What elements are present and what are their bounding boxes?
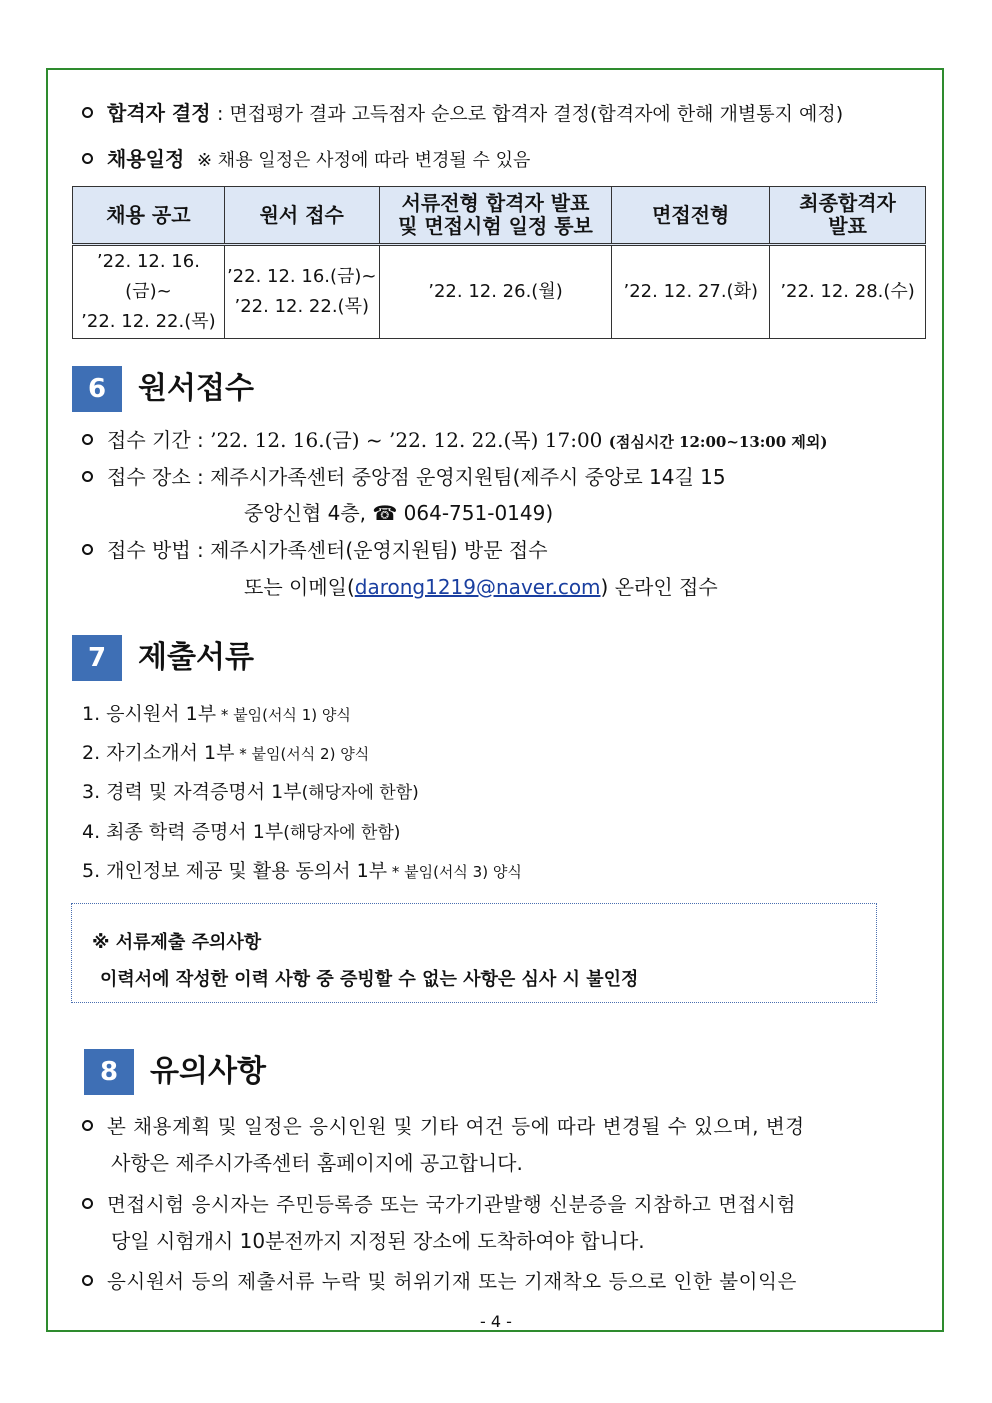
bullet-icon	[82, 1275, 93, 1286]
method-pre: 또는 이메일(	[244, 575, 355, 599]
method-label: 접수 방법 :	[107, 538, 204, 562]
notice-text: 이력서에 작성한 이력 사항 중 증빙할 수 없는 사항은 심사 시 불인정	[100, 969, 639, 990]
place-line2: 중앙신협 4층, ☎ 064-751-0149)	[244, 501, 554, 525]
section-7-title: 제출서류	[138, 640, 254, 675]
bullet-icon	[82, 544, 93, 555]
date-end: ’22. 12. 22.(목)	[81, 311, 216, 332]
method-post: ) 온라인 접수	[600, 575, 718, 599]
schedule-date-row	[73, 245, 926, 339]
schedule-header-row	[73, 187, 926, 245]
bullet-icon	[82, 1198, 93, 1209]
document-item	[82, 777, 419, 804]
header-application	[224, 187, 379, 245]
bullet-icon	[82, 434, 93, 445]
document-item-main: 4. 최종 학력 증명서 1부	[82, 821, 284, 843]
header-document-result	[379, 187, 612, 245]
method-line2	[244, 574, 718, 600]
document-item	[82, 856, 522, 883]
header-announcement	[73, 187, 225, 245]
document-item-note: (해당자에 한함)	[301, 783, 419, 803]
bullet-icon	[82, 471, 93, 482]
application-method-line	[82, 537, 548, 563]
p2-line2: 당일 시험개시 10분전까지 지정된 장소에 도착하여야 합니다.	[111, 1229, 645, 1253]
page-number: - 4 -	[480, 1312, 512, 1331]
period-value: ’22. 12. 16.(금) ~ ’22. 12. 22.(목) 17:00	[210, 428, 603, 452]
document-item-main: 5. 개인정보 제공 및 활용 동의서 1부	[82, 860, 388, 882]
notice-paragraph-1	[82, 1108, 924, 1181]
pass-decision-text: : 면접평가 결과 고득점자 순으로 합격자 결정(합격자에 한해 개별통지 예정)	[216, 103, 844, 125]
header-text: 채용 공고	[106, 202, 191, 227]
document-item	[82, 699, 351, 726]
document-item-note: * 붙임(서식 1) 양식	[216, 706, 351, 724]
document-item-note: * 붙임(서식 3) 양식	[387, 863, 522, 881]
section-8-title: 유의사항	[150, 1054, 266, 1089]
date: ’22. 12. 28.(수)	[780, 281, 915, 302]
period-label: 접수 기간 :	[107, 428, 204, 452]
header-text: 면접전형	[652, 202, 730, 227]
method-line1: 제주시가족센터(운영지원팀) 방문 접수	[210, 538, 548, 562]
period-note: (점심시간 12:00~13:00 제외)	[608, 433, 828, 451]
section-6-title: 원서접수	[138, 371, 254, 406]
schedule-note: ※ 채용 일정은 사정에 따라 변경될 수 있음	[197, 150, 531, 171]
submission-notice-box	[71, 903, 877, 1003]
section-7-number: 7	[72, 635, 122, 681]
header-text: 최종합격자 발표	[799, 191, 896, 238]
header-interview	[612, 187, 770, 245]
header-text: 서류전형 합격자 발표 및 면접시험 일정 통보	[398, 191, 593, 238]
p2-line1: 면접시험 응시자는 주민등록증 또는 국가기관발행 신분증을 지참하고 면접시험	[107, 1193, 797, 1216]
pass-decision-label: 합격자 결정	[107, 101, 211, 125]
bullet-icon	[82, 153, 93, 164]
place-line1: 제주시가족센터 중앙점 운영지원팀(제주시 중앙로 14길 15	[210, 465, 726, 489]
schedule-line	[82, 146, 530, 174]
pass-decision-line	[82, 100, 843, 127]
document-item	[82, 738, 369, 765]
date: ’22. 12. 26.(월)	[428, 281, 563, 302]
date-start: ’22. 12. 16.(금)~	[96, 251, 200, 302]
date-end: ’22. 12. 22.(목)	[234, 296, 369, 317]
notice-title: ※ 서류제출 주의사항	[92, 932, 262, 953]
bullet-icon	[82, 107, 93, 118]
document-item-main: 1. 응시원서 1부	[82, 703, 217, 725]
document-item	[82, 817, 400, 844]
date: ’22. 12. 27.(화)	[623, 281, 758, 302]
bullet-icon	[82, 1120, 93, 1131]
document-item-main: 3. 경력 및 자격증명서 1부	[82, 781, 302, 803]
p1-line1: 본 채용계획 및 일정은 응시인원 및 기타 여건 등에 따라 변경될 수 있으며, 변경	[107, 1115, 805, 1138]
notice-paragraph-3	[82, 1263, 924, 1300]
p3-line1: 응시원서 등의 제출서류 누락 및 허위기재 또는 기재착오 등으로 인한 불이익은	[107, 1270, 797, 1293]
notice-paragraph-2	[82, 1186, 924, 1259]
schedule-table	[72, 186, 926, 339]
schedule-label: 채용일정	[107, 147, 185, 171]
email-link[interactable]: darong1219@naver.com	[354, 575, 601, 599]
header-final-result	[770, 187, 926, 245]
cell-interview	[612, 245, 770, 339]
section-8-number: 8	[84, 1049, 134, 1095]
document-item-note: * 붙임(서식 2) 양식	[234, 745, 370, 763]
application-place-line	[82, 464, 726, 490]
p1-line2: 사항은 제주시가족센터 홈페이지에 공고합니다.	[111, 1151, 523, 1175]
date-start: ’22. 12. 16.(금)~	[226, 266, 377, 287]
cell-announcement	[73, 245, 225, 339]
cell-final-result	[770, 245, 926, 339]
document-item-note: (해당자에 한함)	[283, 823, 401, 843]
application-period-line	[82, 427, 827, 455]
header-text: 원서 접수	[259, 202, 344, 227]
cell-application	[224, 245, 379, 339]
cell-document-result	[379, 245, 612, 339]
document-item-main: 2. 자기소개서 1부	[82, 742, 235, 764]
place-label: 접수 장소 :	[107, 465, 204, 489]
section-6-number: 6	[72, 366, 122, 412]
